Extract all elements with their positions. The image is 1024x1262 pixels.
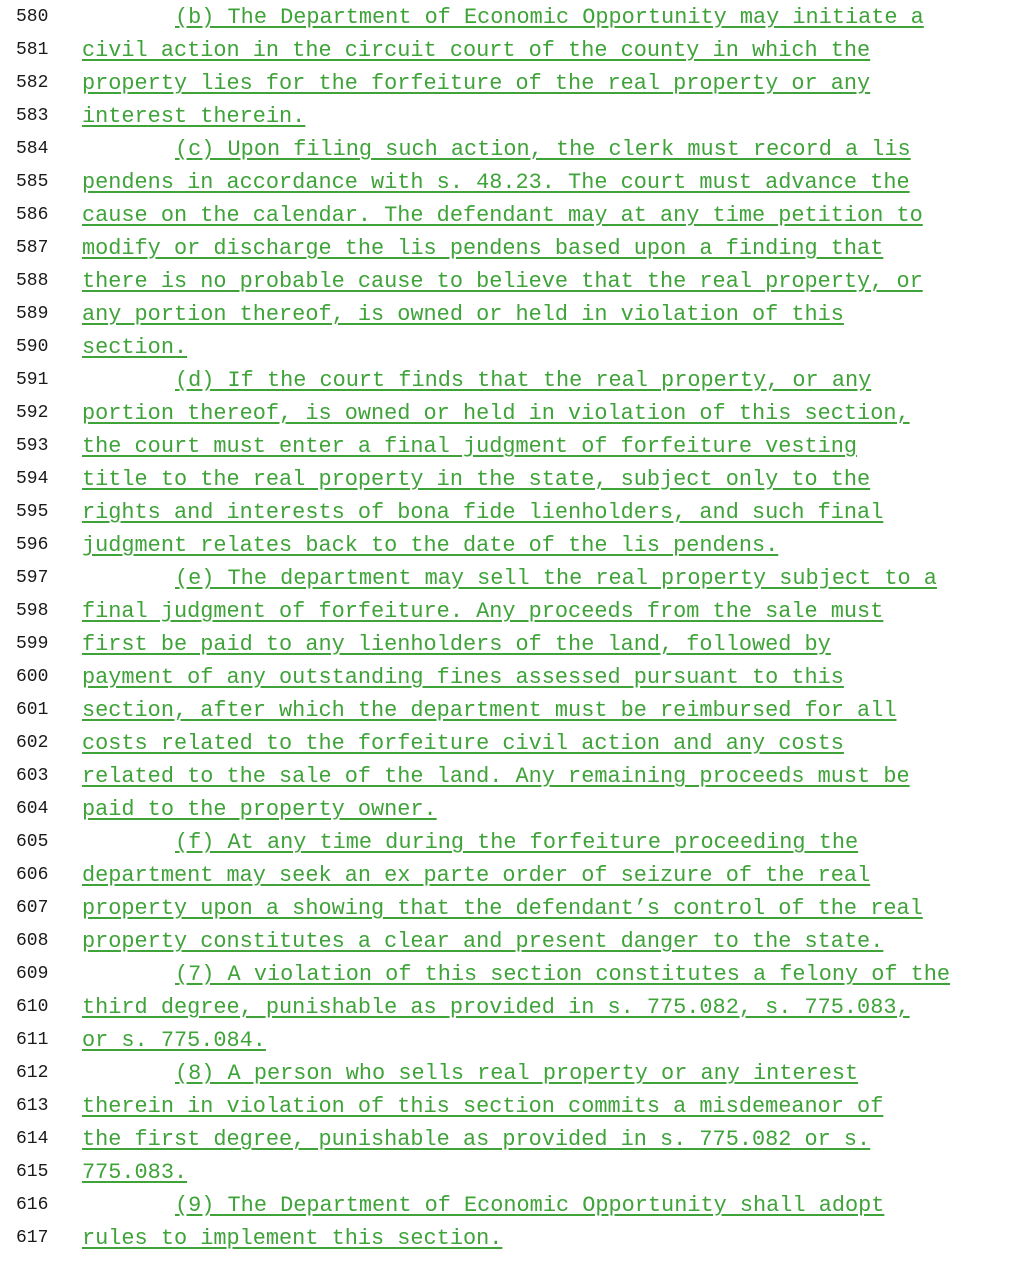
bill-line xyxy=(0,364,1024,397)
bill-line xyxy=(0,430,1024,463)
bill-line xyxy=(0,67,1024,100)
bill-line xyxy=(0,1222,1024,1255)
line-number: 593 xyxy=(16,436,49,456)
bill-line xyxy=(0,34,1024,67)
inserted-bill-text: section, after which the department must be reimbursed for all xyxy=(82,698,897,723)
bill-line xyxy=(0,1,1024,34)
bill-line xyxy=(0,562,1024,595)
line-number: 588 xyxy=(16,271,49,291)
line-number: 605 xyxy=(16,832,49,852)
bill-line xyxy=(0,397,1024,430)
line-number: 582 xyxy=(16,73,49,93)
inserted-bill-text: there is no probable cause to believe that the real property, or xyxy=(82,269,923,294)
inserted-bill-text: paid to the property owner. xyxy=(82,797,437,822)
bill-line xyxy=(0,661,1024,694)
inserted-bill-text: (d) If the court finds that the real property, or any xyxy=(175,368,872,393)
bill-line xyxy=(0,265,1024,298)
line-number: 584 xyxy=(16,139,49,159)
line-number: 595 xyxy=(16,502,49,522)
inserted-bill-text: rights and interests of bona fide lienholders, and such final xyxy=(82,500,884,525)
inserted-bill-text: third degree, punishable as provided in s. 775.082, s. 775.083, xyxy=(82,995,910,1020)
bill-line xyxy=(0,793,1024,826)
inserted-bill-text: or s. 775.084. xyxy=(82,1028,266,1053)
inserted-bill-text: (c) Upon filing such action, the clerk must record a lis xyxy=(175,137,911,162)
inserted-bill-text: related to the sale of the land. Any remaining proceeds must be xyxy=(82,764,910,789)
line-number: 604 xyxy=(16,799,49,819)
bill-line xyxy=(0,694,1024,727)
line-number: 617 xyxy=(16,1228,49,1248)
line-number: 611 xyxy=(16,1030,49,1050)
inserted-bill-text: cause on the calendar. The defendant may at any time petition to xyxy=(82,203,923,228)
bill-line xyxy=(0,1123,1024,1156)
bill-line xyxy=(0,331,1024,364)
line-number: 610 xyxy=(16,997,49,1017)
inserted-bill-text: (e) The department may sell the real property subject to a xyxy=(175,566,937,591)
bill-line xyxy=(0,463,1024,496)
line-number: 587 xyxy=(16,238,49,258)
inserted-bill-text: judgment relates back to the date of the lis pendens. xyxy=(82,533,779,558)
bill-line xyxy=(0,1057,1024,1090)
bill-line xyxy=(0,958,1024,991)
bill-line xyxy=(0,760,1024,793)
inserted-bill-text: rules to implement this section. xyxy=(82,1226,503,1251)
line-number: 586 xyxy=(16,205,49,225)
line-number: 602 xyxy=(16,733,49,753)
inserted-bill-text: property lies for the forfeiture of the real property or any xyxy=(82,71,871,96)
bill-line xyxy=(0,1090,1024,1123)
line-number: 615 xyxy=(16,1162,49,1182)
bill-text-page xyxy=(0,1,1024,1255)
bill-line xyxy=(0,1156,1024,1189)
bill-line xyxy=(0,100,1024,133)
bill-line xyxy=(0,859,1024,892)
inserted-bill-text: property constitutes a clear and present danger to the state. xyxy=(82,929,884,954)
bill-line xyxy=(0,826,1024,859)
bill-line xyxy=(0,727,1024,760)
line-number: 592 xyxy=(16,403,49,423)
line-number: 608 xyxy=(16,931,49,951)
inserted-bill-text: the court must enter a final judgment of forfeiture vesting xyxy=(82,434,858,459)
line-number: 613 xyxy=(16,1096,49,1116)
inserted-bill-text: interest therein. xyxy=(82,104,306,129)
inserted-bill-text: (8) A person who sells real property or any interest xyxy=(175,1061,859,1086)
line-number: 606 xyxy=(16,865,49,885)
inserted-bill-text: costs related to the forfeiture civil action and any costs xyxy=(82,731,844,756)
bill-line xyxy=(0,199,1024,232)
inserted-bill-text: payment of any outstanding fines assessed pursuant to this xyxy=(82,665,844,690)
inserted-bill-text: (9) The Department of Economic Opportunity shall adopt xyxy=(175,1193,885,1218)
line-number: 598 xyxy=(16,601,49,621)
bill-line xyxy=(0,892,1024,925)
line-number: 581 xyxy=(16,40,49,60)
bill-line xyxy=(0,133,1024,166)
line-number: 601 xyxy=(16,700,49,720)
line-number: 585 xyxy=(16,172,49,192)
inserted-bill-text: (f) At any time during the forfeiture proceeding the xyxy=(175,830,859,855)
line-number: 614 xyxy=(16,1129,49,1149)
line-number: 603 xyxy=(16,766,49,786)
inserted-bill-text: title to the real property in the state, subject only to the xyxy=(82,467,871,492)
line-number: 591 xyxy=(16,370,49,390)
bill-line xyxy=(0,628,1024,661)
bill-line xyxy=(0,166,1024,199)
inserted-bill-text: the first degree, punishable as provided in s. 775.082 or s. xyxy=(82,1127,871,1152)
inserted-bill-text: (7) A violation of this section constitutes a felony of the xyxy=(175,962,951,987)
line-number: 594 xyxy=(16,469,49,489)
inserted-bill-text: civil action in the circuit court of the county in which the xyxy=(82,38,871,63)
inserted-bill-text: section. xyxy=(82,335,188,360)
inserted-bill-text: modify or discharge the lis pendens based upon a finding that xyxy=(82,236,884,261)
inserted-bill-text: (b) The Department of Economic Opportunity may initiate a xyxy=(175,5,924,30)
line-number: 612 xyxy=(16,1063,49,1083)
bill-line xyxy=(0,496,1024,529)
inserted-bill-text: any portion thereof, is owned or held in violation of this xyxy=(82,302,844,327)
bill-line xyxy=(0,925,1024,958)
line-number: 596 xyxy=(16,535,49,555)
inserted-bill-text: property upon a showing that the defendant’s control of the real xyxy=(82,896,923,921)
line-number: 597 xyxy=(16,568,49,588)
inserted-bill-text: department may seek an ex parte order of seizure of the real xyxy=(82,863,871,888)
inserted-bill-text: first be paid to any lienholders of the land, followed by xyxy=(82,632,831,657)
inserted-bill-text: portion thereof, is owned or held in violation of this section, xyxy=(82,401,910,426)
bill-line xyxy=(0,298,1024,331)
line-number: 580 xyxy=(16,7,49,27)
inserted-bill-text: final judgment of forfeiture. Any proceeds from the sale must xyxy=(82,599,884,624)
bill-line xyxy=(0,991,1024,1024)
bill-line xyxy=(0,529,1024,562)
line-number: 609 xyxy=(16,964,49,984)
inserted-bill-text: therein in violation of this section commits a misdemeanor of xyxy=(82,1094,884,1119)
line-number: 589 xyxy=(16,304,49,324)
bill-line xyxy=(0,595,1024,628)
bill-line xyxy=(0,1189,1024,1222)
line-number: 590 xyxy=(16,337,49,357)
inserted-bill-text: pendens in accordance with s. 48.23. The court must advance the xyxy=(82,170,910,195)
line-number: 600 xyxy=(16,667,49,687)
line-number: 616 xyxy=(16,1195,49,1215)
bill-line xyxy=(0,1024,1024,1057)
inserted-bill-text: 775.083. xyxy=(82,1160,188,1185)
bill-line xyxy=(0,232,1024,265)
line-number: 599 xyxy=(16,634,49,654)
line-number: 583 xyxy=(16,106,49,126)
line-number: 607 xyxy=(16,898,49,918)
